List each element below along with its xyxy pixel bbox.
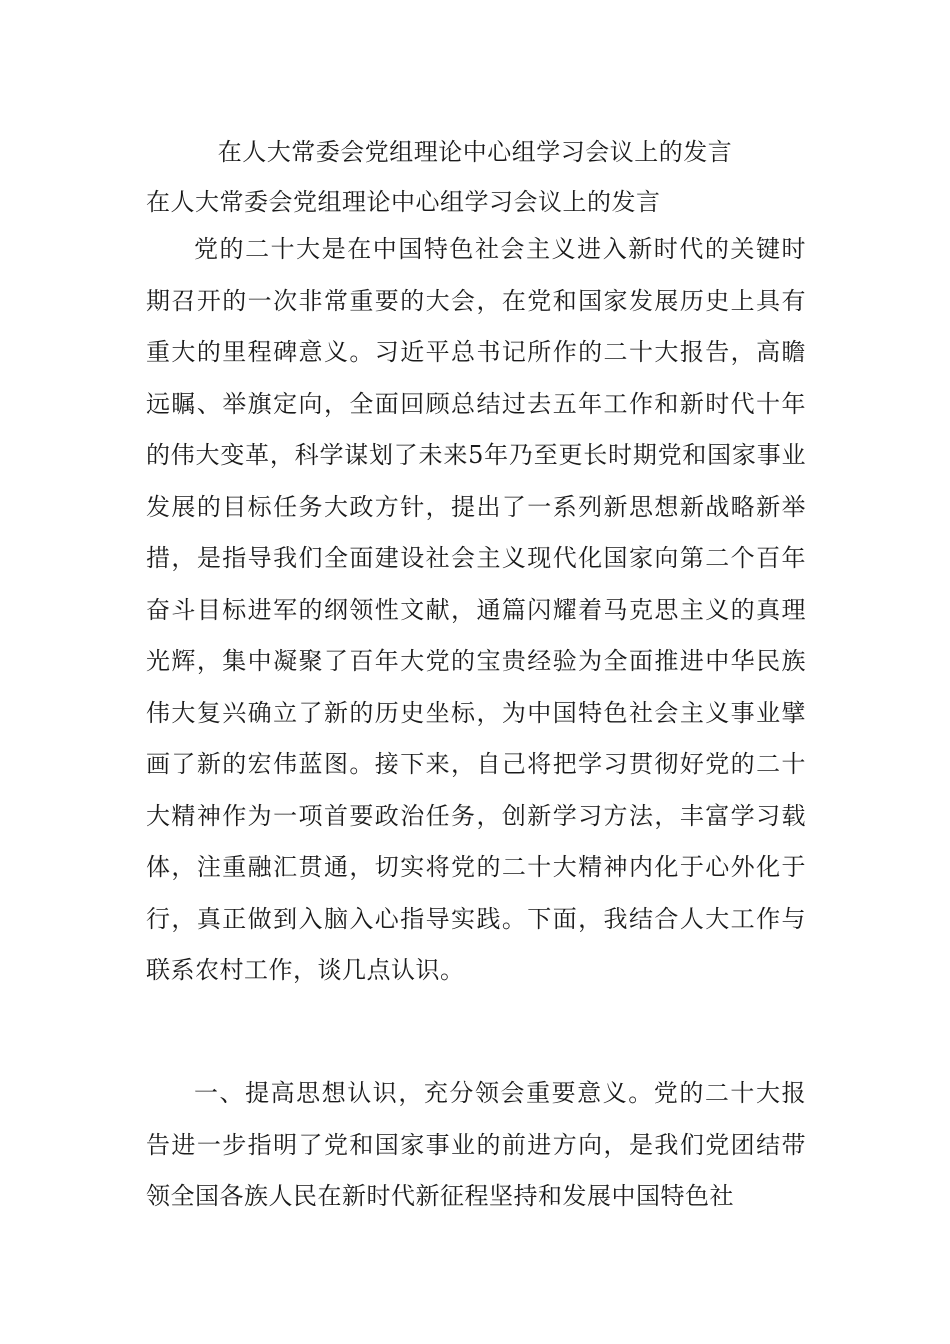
document-subtitle: 在人大常委会党组理论中心组学习会议上的发言 — [146, 188, 661, 216]
document-title: 在人大常委会党组理论中心组学习会议上的发言 — [217, 138, 733, 166]
body-paragraph-section-one: 一、提高思想认识，充分领会重要意义。党的二十大报告进一步指明了党和国家事业的前进方向，是我们党团结带领全国各族人民在新时代新征程坚持和发展中国特色社 — [146, 1079, 806, 1210]
body-paragraph-intro: 党的二十大是在中国特色社会主义进入新时代的关键时期召开的一次非常重要的大会，在党和国家发展历史上具有重大的里程碑意义。习近平总书记所作的二十大报告，高瞻远瞩、举旗定向，全面回顾总结过去五年工作和新时代十年的伟大变革，科学谋划了未来5年乃至更长时期党和国家事业发展的目标任务大政方针，提出了一系列新思想新战略新举措，是指导我们全面建设社会主义现代化国家向第二个百年奋斗目标进军的纲领性文献，通篇闪耀着马克思主义的真理光辉，集中凝聚了百年大党的宝贵经验为全面推进中华民族伟大复兴确立了新的历史坐标，为中国特色社会主义事业擘画了新的宏伟蓝图。接下来，自己将把学习贯彻好党的二十大精神作为一项首要政治任务，创新学习方法，丰富学习载体，注重融汇贯通，切实将党的二十大精神内化于心外化于行，真正做到入脑入心指导实践。下面，我结合人大工作与联系农村工作，谈几点认识。 — [146, 235, 806, 984]
